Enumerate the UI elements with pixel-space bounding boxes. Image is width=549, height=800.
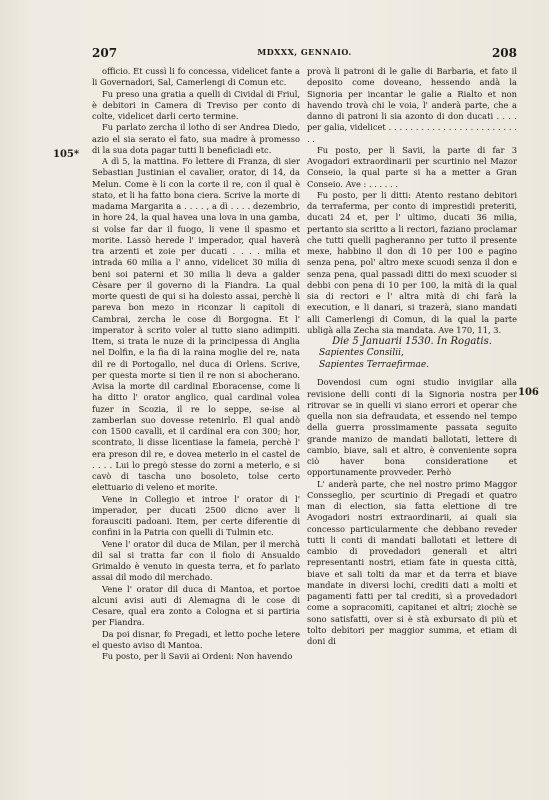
page-number-right: 208 [491, 46, 517, 60]
paragraph: Fu posto, per li ditti: Atento restano debitori da terraferma, per conto di imprestidi preteriti, ducati 24 et, per l' ultimo, ducati 36 milia, pertanto sia scritto a li rectori, faziano proclamar che tutti quelli pagheranno per tutto il presente mexe, habbino il don di 10 per 100 e pagino senza pena, pol' altro mexe scuodi senza il don e senza pena, qual passadi ditti do mexi scuoder si debbi con pena di 10 per 100, la mità di la qual sia di rectori e l' altra mità di chi farà la execution, e li danari, si trazerà, siano mandati alli Camerlengi di Comun, di la qual la parte ubligà alla Zecha sia mandata. Ave 170, 11, 3. [307, 189, 517, 335]
subheading: Sapientes Consilii, [319, 348, 404, 359]
left-column [92, 66, 300, 662]
paragraph: Fu posto, per li Savii ai Ordeni: Non havendo [102, 651, 293, 661]
subheading: Sapientes Terraefirmae. [319, 360, 430, 371]
running-title: MDXXX, GENNAIO. [257, 47, 352, 57]
paragraph: L' anderà parte, che nel nostro primo Maggor Consseglio, per scurtinio di Pregadi et quatro man di election, sia fatta elettione di tre Avogadori nostri extraordinarii, ai quali sia concesso particularmente che debbano reveder tutti li conti di mandati ballotati et lettere di cambio di provedadori generali et altri representanti nostri, etiam fate in questa città, biave et sali tolti da mar et da terra et biave mandate in diversi lochi, crediti dati a molti et pagamenti fatti per tal crediti, sì a provedadori come a sopracomiti, capitanei et altri; ziochè se sono satisfatti, over si è stà exbursato di più et tolto debitori per maggior summa, et etiam di doni di [307, 478, 517, 646]
page-number-left: 207 [92, 46, 118, 60]
right-column [307, 66, 517, 647]
paragraph: Dovendosi cum ogni studio invigilar alla revisione delli conti di la Signoria nostra per ritrovar se in quelli vi siano errori et operar che quella non sia defraudata, et essendo nel tempo della guerra prossimamente passata seguito grande manizo de mandati ballotati, lettere di cambio, biave, sali et altro, è conveniente sopra ciò haver bona consideratione et opportunamente provveder. Perhò [307, 377, 517, 478]
paragraph: Fu preso una gratia a quelli di Cividal di Friul, è debitori in Camera di Treviso per conto di colte, videlicet darli certo termine. [92, 88, 300, 121]
paragraph: Fu parlato zercha il lotho di ser Andrea Diedo, azio el sia serato el fato, sua madre à promesso di la sua dota pagar tutti li beneficiadi etc. [92, 122, 300, 155]
margin-number-left: 105* [53, 149, 80, 160]
paragraph: Vene l' orator dil duca di Mantoa, et portoe alcuni avisi auti di Alemagna di le cose di Cesare, qual era zonto a Cologna et si partiria per Fiandra. [92, 583, 300, 628]
paragraph: provà li patroni di le galie di Barbaria, et fato il deposito come doveano, hessendo andà la Signoria per incantar le galie a Rialto et non havendo trovà chi le voia, l' anderà parte, che a danno di patroni li sia azonto di don ducati . . . . per galia, videlicet . . . . . . . . . . . . . . . . . . . . . . . . . . [307, 66, 517, 144]
paragraph: Vene l' orator dil duca de Milan, per il merchà dil sal si tratta far con il fiolo di Ansualdo Grimaldo è venuto in questa terra, et fo parlato assai dil modo dil merchado. [92, 538, 300, 583]
paragraph: A dì 5, la mattina. Fo lettere di Franza, di sier Sebastian Justinian el cavalier, orator, di 14, da Melun. Come è li con la corte il re, con il qual è stato, et li ha fatto bona ciera. Scrive la morte di madama Margarita a . . . . , a dì . . . . dezembrio, in hore 24, la qual havea una lova in una gamba, si volse far dar il fuogo, li vene il spasmo et morite. Lassò herede l' imperador, qual haverà tra arzenti et zoie per ducati . . . . milia et intrada 60 milia a l' anno, videlicet 30 milia di beni soi paterni et 30 milia li deva a galder Cèsare per il governo di la Fiandra. La qual morte questi de qui si ha dolesto assai, perchè li pareva bon mezo in riconzar li capitoli di Cambrai, zercha le cose di Borgogna. Et l' imperator à scrito voler al tutto siano adimpiti. Item, si trata le nuze di la principessa di Anglia nel Dolfin, e la fia di la raina moglie del re, nata dil re di Portogallo, nel duca di Orlens. Scrive, per questa morte si tien il re non si abocherano. Avisa la morte dil cardinal Eboracense, come li ha ditto l' orator anglico, qual cardinal volea fuzer in Scozia, il re lo seppe, se-ise al zamberlan suo dovesse retenirlo. El qual andò con 1500 cavalli, et il cardinal era con 300; hor, scontrato, li disse licentiase la fameia, perchè l' era preson dil re, e dovea meterlo in el castel de . . . . Lui lo pregò stesse do zorni a meterlo, e si cavò di tascha uno bosoleto, tolse certo elettuario di veleno et morite. [92, 156, 300, 493]
paragraph: Fu posto, per li Savii, la parte di far 3 Avogadori extraordinarii per scurtinio nel Mazor Conseio, la qual parte si ha a metter a Gran Conseio. Ave : . . . . . . [307, 144, 517, 189]
page-header [92, 46, 517, 62]
date-heading: Die 5 Januarii 1530. In Rogatis. [332, 336, 492, 347]
paragraph: Vene in Collegio et introe l' orator di l' imperador, per ducati 2500 dicno aver li forausciti padoani. Item, per certe diferentie di confini in la Patria con quelli di Tulmin etc. [92, 493, 300, 538]
margin-number-right: 106 [518, 387, 539, 398]
paragraph: officio. Et cussì li fo concessa, videlicet fante a li Governadori, Sal, Camerlengi di Comun etc. [92, 66, 300, 88]
paragraph: Da poi disnar, fo Pregadi, et letto poche letere el questo aviso di Mantoa. [92, 628, 300, 650]
